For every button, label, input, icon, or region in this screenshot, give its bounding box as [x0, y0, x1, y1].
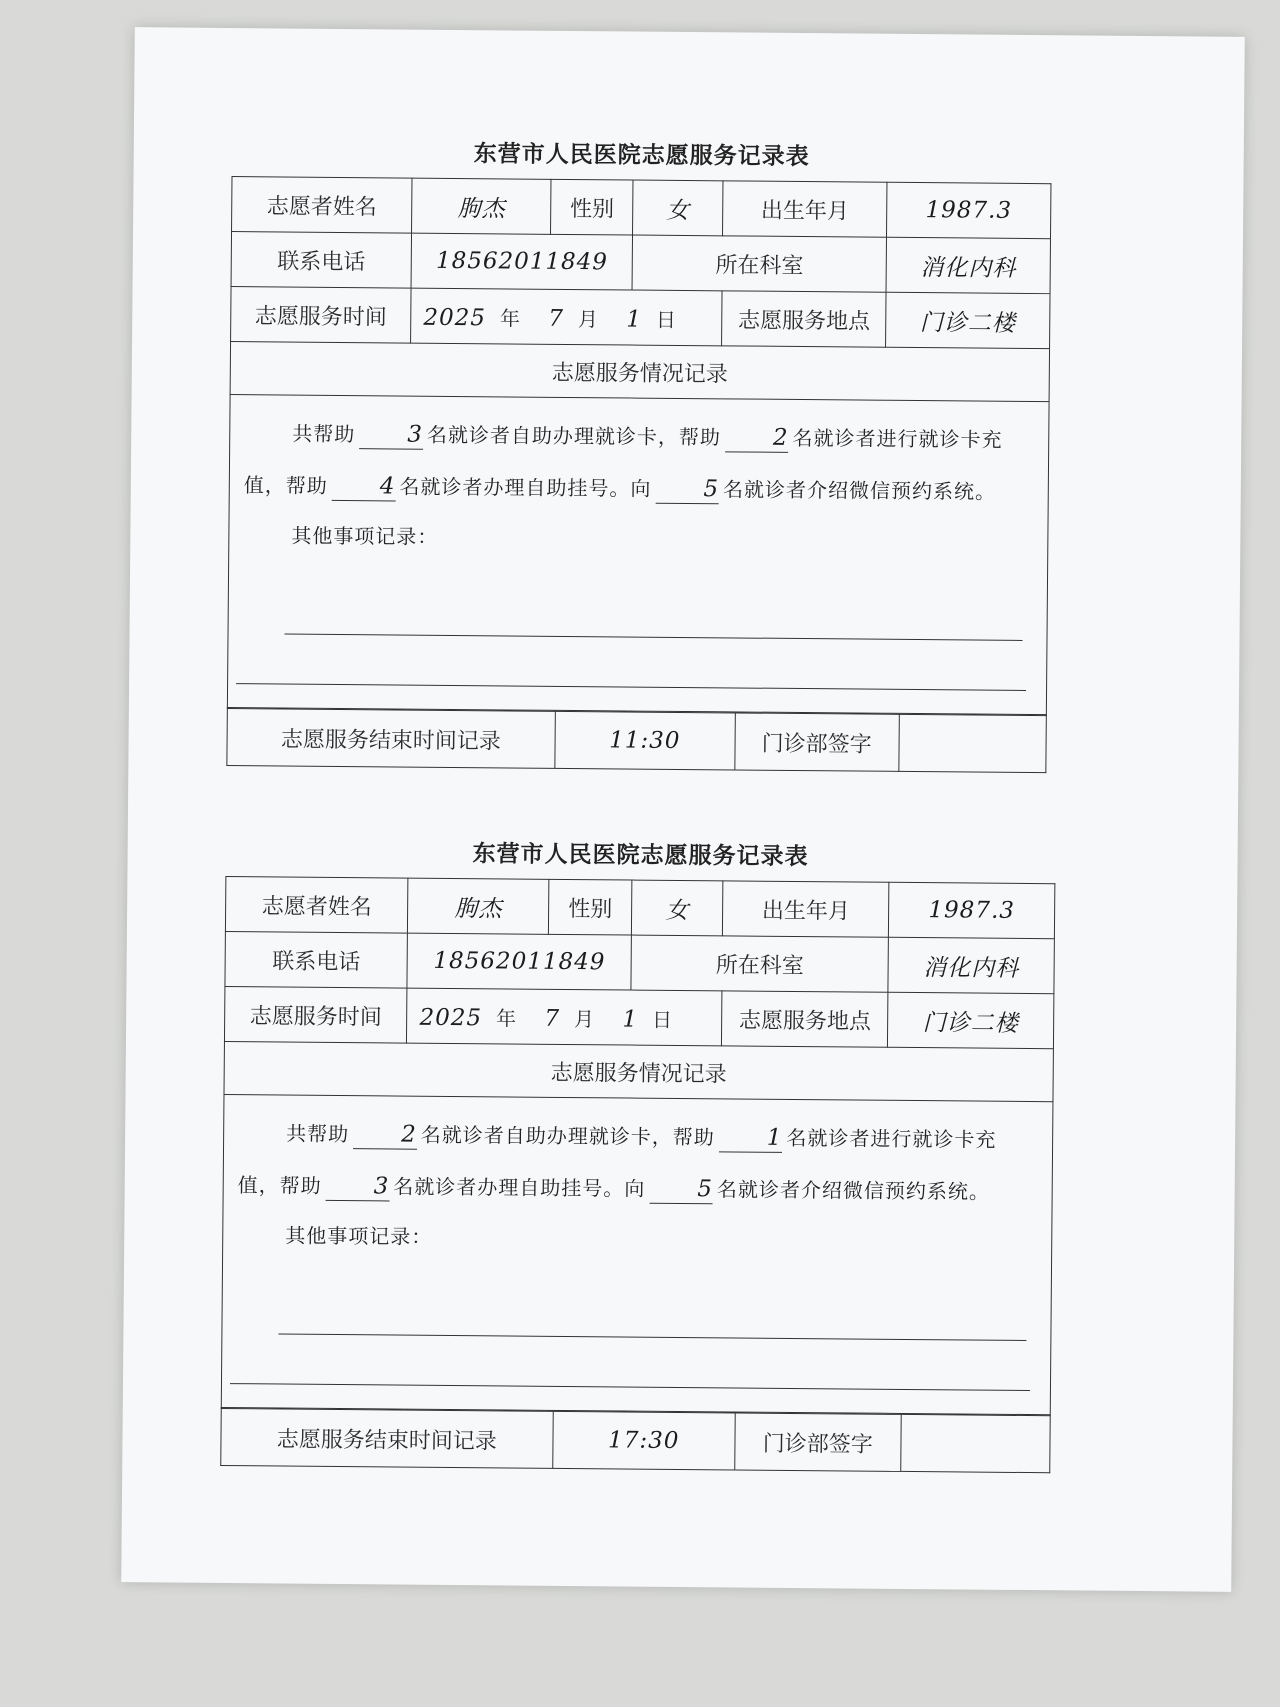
label-gender: 性别: [549, 879, 632, 935]
value-birth: 1987.3: [887, 182, 1051, 238]
value-phone: 18562011849: [407, 933, 631, 990]
value-sign: [898, 714, 1046, 772]
record-text: 名就诊者介绍微信预约系统。: [722, 477, 997, 504]
label-dept: 所在科室: [631, 935, 888, 992]
value-end-time: 11:30: [554, 711, 735, 770]
month-label: 月: [573, 1006, 595, 1031]
count-wechat: 5: [655, 475, 719, 505]
value-dept: 消化内科: [888, 937, 1054, 993]
value-gender: 女: [632, 880, 724, 936]
label-end-time: 志愿服务结束时间记录: [221, 1408, 553, 1468]
form-title: 东营市人民医院志愿服务记录表: [473, 141, 810, 171]
count-recharge: 1: [719, 1123, 783, 1153]
label-name: 志愿者姓名: [225, 877, 408, 934]
notes-line: [230, 1383, 1030, 1391]
label-birth: 出生年月: [723, 881, 889, 937]
label-dept: 所在科室: [632, 235, 886, 292]
date-month: 7: [544, 1005, 561, 1032]
record-paragraph: [244, 407, 1035, 518]
other-notes-label: 其他事项记录：: [291, 523, 439, 549]
paper-sheet: [121, 27, 1245, 1592]
label-service-place: 志愿服务地点: [722, 291, 886, 347]
label-service-time: 志愿服务时间: [224, 987, 407, 1044]
record-text: 名就诊者进行就诊卡充值，帮助: [237, 1125, 997, 1198]
year-label: 年: [499, 305, 521, 331]
notes-line: [278, 1333, 1026, 1341]
label-gender: 性别: [551, 179, 633, 235]
day-label: 日: [651, 1007, 673, 1032]
record-body: [221, 1095, 1053, 1415]
section-heading: 志愿服务情况记录: [224, 1042, 1053, 1102]
count-register: 4: [332, 472, 396, 502]
record-text: 名就诊者自助办理就诊卡，帮助: [420, 1122, 715, 1150]
record-text: 共帮助: [286, 1121, 350, 1147]
value-name: 朐杰: [408, 878, 549, 934]
value-service-place: 门诊二楼: [886, 292, 1050, 348]
record-form-1: [226, 128, 1052, 773]
value-phone: 18562011849: [411, 233, 633, 290]
label-phone: 联系电话: [231, 232, 412, 289]
label-sign: 门诊部签字: [735, 713, 899, 771]
record-text: 共帮助: [292, 421, 356, 447]
record-paragraph: [237, 1107, 1038, 1218]
date-day: 1: [622, 1005, 639, 1033]
date-day: 1: [626, 305, 643, 333]
value-gender: 女: [633, 180, 724, 236]
value-service-place: 门诊二楼: [888, 992, 1054, 1048]
record-text: 名就诊者进行就诊卡充值，帮助: [243, 425, 1003, 498]
label-sign: 门诊部签字: [735, 1413, 901, 1471]
other-notes-label: 其他事项记录：: [285, 1223, 433, 1249]
month-label: 月: [577, 306, 599, 331]
footer-table: [226, 708, 1046, 773]
record-text: 名就诊者介绍微信预约系统。: [716, 1177, 991, 1204]
record-form-2: [220, 828, 1056, 1473]
value-dept: 消化内科: [886, 237, 1050, 293]
date-year: 2025: [423, 304, 487, 331]
count-recharge: 2: [725, 423, 789, 453]
form-table: [221, 876, 1056, 1415]
notes-line: [285, 634, 1023, 641]
label-name: 志愿者姓名: [232, 177, 413, 234]
count-cards: 2: [353, 1120, 417, 1150]
record-body: [227, 395, 1049, 715]
count-cards: 3: [359, 420, 423, 450]
section-heading: 志愿服务情况记录: [230, 342, 1049, 402]
record-text: 名就诊者办理自助挂号。向: [393, 1174, 646, 1201]
value-end-time: 17:30: [552, 1411, 735, 1470]
record-text: 名就诊者办理自助挂号。向: [399, 474, 652, 501]
form-title: 东营市人民医院志愿服务记录表: [472, 841, 809, 871]
value-name: 朐杰: [412, 178, 552, 234]
count-register: 3: [326, 1172, 390, 1202]
value-sign: [900, 1414, 1050, 1472]
label-phone: 联系电话: [225, 932, 408, 989]
label-birth: 出生年月: [723, 181, 887, 237]
footer-table: [220, 1408, 1050, 1473]
date-year: 2025: [419, 1004, 483, 1031]
count-wechat: 5: [649, 1175, 713, 1205]
label-service-place: 志愿服务地点: [722, 991, 888, 1047]
date-month: 7: [548, 305, 565, 332]
value-birth: 1987.3: [889, 882, 1055, 938]
year-label: 年: [495, 1005, 517, 1031]
value-service-date: [407, 988, 722, 1046]
record-text: 名就诊者自助办理就诊卡，帮助: [426, 422, 721, 450]
form-table: [227, 176, 1052, 715]
notes-line: [236, 683, 1026, 691]
day-label: 日: [655, 307, 677, 332]
label-service-time: 志愿服务时间: [231, 287, 412, 344]
value-service-date: [411, 288, 723, 346]
label-end-time: 志愿服务结束时间记录: [227, 709, 555, 769]
